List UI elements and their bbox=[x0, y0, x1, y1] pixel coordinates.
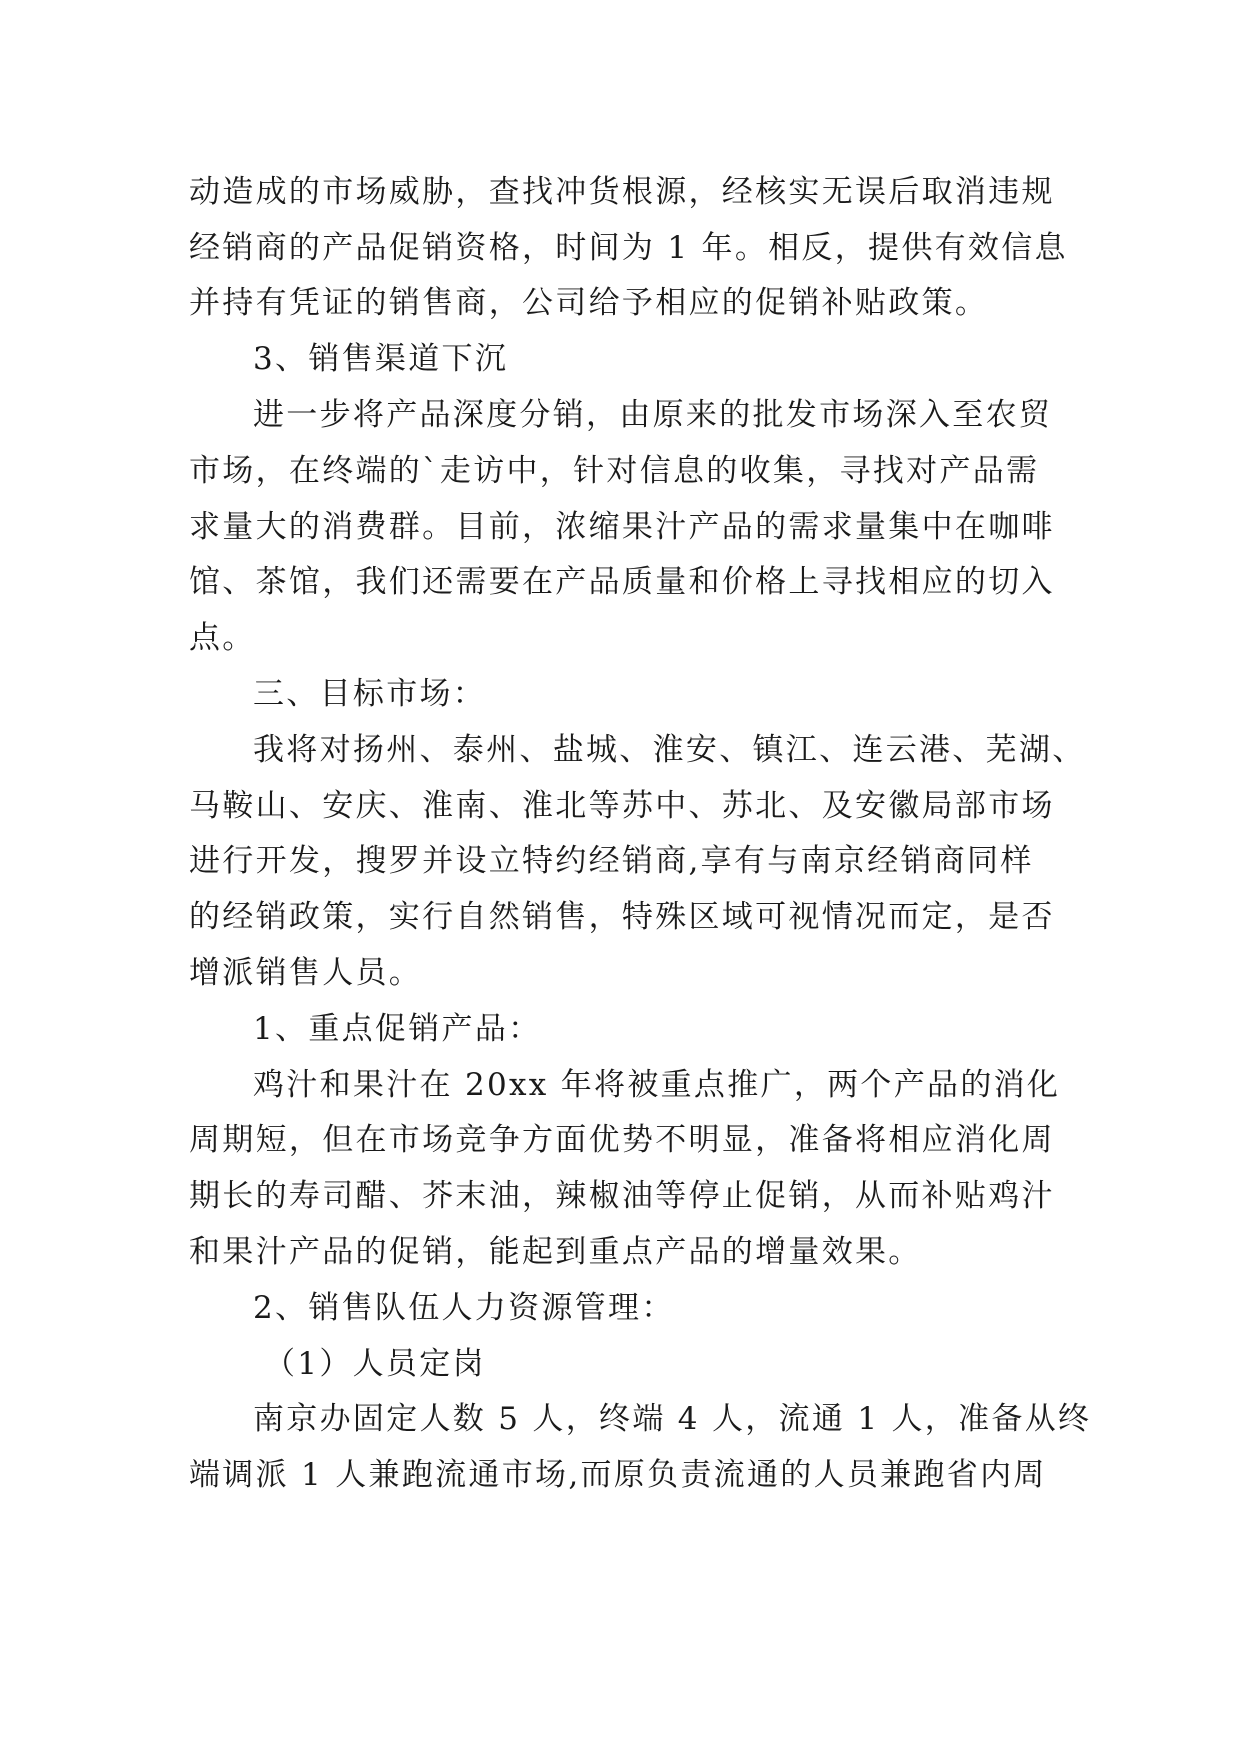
body-text-line: 点。 bbox=[189, 620, 256, 656]
body-text-line: 期长的寿司醋、芥末油，辣椒油等停止促销，从而补贴鸡汁 bbox=[189, 1178, 1055, 1214]
body-text-line: 市场，在终端的`走访中，针对信息的收集，寻找对产品需 bbox=[189, 453, 1040, 489]
body-text-line: 和果汁产品的促销，能起到重点产品的增量效果。 bbox=[189, 1234, 922, 1270]
body-text-line: 的经销政策，实行自然销售，特殊区域可视情况而定，是否 bbox=[189, 899, 1055, 935]
section-heading: 3、销售渠道下沉 bbox=[253, 341, 509, 377]
section-heading: 三、目标市场： bbox=[253, 676, 487, 712]
paragraph-first-line: 鸡汁和果汁在 20xx 年将被重点推广，两个产品的消化 bbox=[253, 1067, 1061, 1103]
body-text-line: 并持有凭证的销售商，公司给予相应的促销补贴政策。 bbox=[189, 285, 989, 321]
body-text-line: 端调派 1 人兼跑流通市场,而原负责流通的人员兼跑省内周 bbox=[189, 1457, 1047, 1493]
paragraph-first-line: 南京办固定人数 5 人，终端 4 人，流通 1 人，准备从终 bbox=[253, 1401, 1092, 1437]
body-text-line: 动造成的市场威胁，查找冲货根源，经核实无误后取消违规 bbox=[189, 174, 1055, 210]
paragraph-first-line: 进一步将产品深度分销，由原来的批发市场深入至农贸 bbox=[253, 397, 1053, 433]
body-text-line: 经销商的产品促销资格，时间为 1 年。相反，提供有效信息 bbox=[189, 230, 1068, 266]
section-heading: 2、销售队伍人力资源管理： bbox=[253, 1290, 675, 1326]
subsection-heading: （1）人员定岗 bbox=[264, 1346, 486, 1382]
body-text-line: 馆、茶馆，我们还需要在产品质量和价格上寻找相应的切入 bbox=[189, 564, 1055, 600]
body-text-line: 增派销售人员。 bbox=[189, 955, 423, 991]
body-text-line: 周期短，但在市场竞争方面优势不明显，准备将相应消化周 bbox=[189, 1122, 1055, 1158]
body-text-line: 马鞍山、安庆、淮南、淮北等苏中、苏北、及安徽局部市场 bbox=[189, 788, 1055, 824]
body-text-line: 求量大的消费群。目前，浓缩果汁产品的需求量集中在咖啡 bbox=[189, 509, 1055, 545]
paragraph-first-line: 我将对扬州、泰州、盐城、淮安、镇江、连云港、芜湖、 bbox=[253, 732, 1086, 768]
section-heading: 1、重点促销产品： bbox=[253, 1011, 542, 1047]
body-text-line: 进行开发，搜罗并设立特约经销商,享有与南京经销商同样 bbox=[189, 843, 1034, 879]
